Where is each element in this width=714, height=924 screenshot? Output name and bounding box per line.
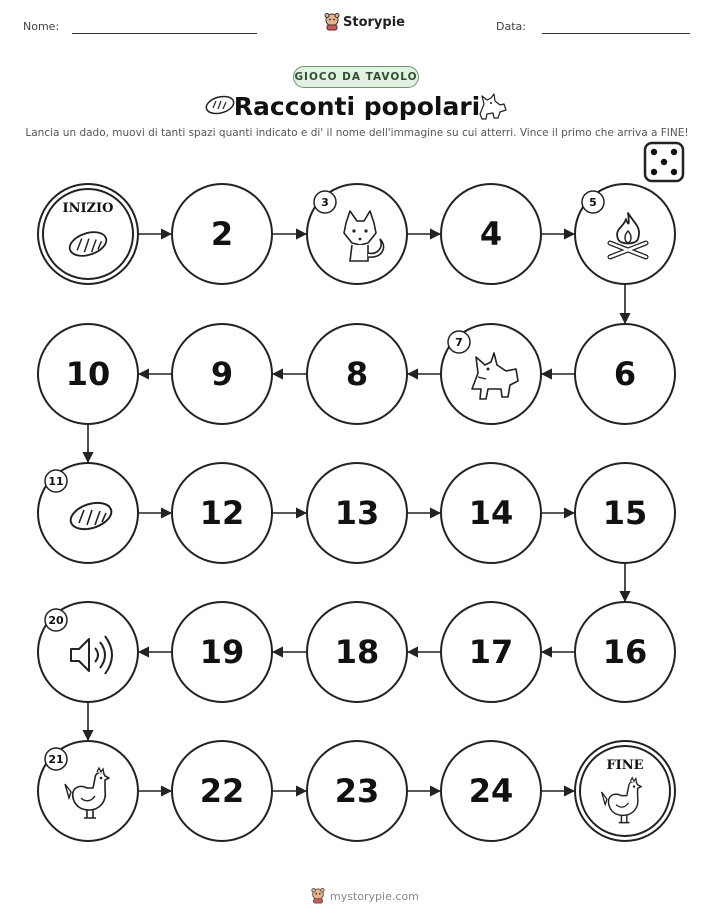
- board-space-23[interactable]: [307, 741, 407, 841]
- space-number: 24: [468, 772, 514, 810]
- space-number: 7: [455, 336, 463, 349]
- board-space-6[interactable]: [575, 324, 675, 424]
- footer-url: mystorypie.com: [330, 889, 419, 903]
- space-number: 10: [65, 355, 111, 393]
- board-space-16[interactable]: [575, 602, 675, 702]
- space-number: 5: [589, 196, 597, 209]
- space-number: 2: [210, 215, 234, 253]
- space-number: 17: [468, 633, 514, 671]
- space-label: INIZIO: [62, 201, 114, 216]
- space-number: 22: [199, 772, 245, 810]
- board-space-3[interactable]: [307, 184, 407, 284]
- space-number: 13: [334, 494, 380, 532]
- board-space-14[interactable]: [441, 463, 541, 563]
- board-space-13[interactable]: [307, 463, 407, 563]
- game-type-badge: GIOCO DA TAVOLO: [293, 66, 419, 88]
- space-circle: [575, 741, 675, 841]
- brand-name: Storypie: [343, 14, 405, 30]
- board-space-18[interactable]: [307, 602, 407, 702]
- board-space-start[interactable]: [38, 184, 138, 284]
- space-number: 9: [210, 355, 234, 393]
- space-number: 3: [321, 196, 329, 209]
- board-space-20[interactable]: [38, 602, 138, 702]
- board-space-9[interactable]: [172, 324, 272, 424]
- name-label: Nome:: [23, 20, 60, 33]
- space-number: 8: [345, 355, 369, 393]
- board-space-2[interactable]: [172, 184, 272, 284]
- space-number: 12: [199, 494, 245, 532]
- board-space-8[interactable]: [307, 324, 407, 424]
- board-space-22[interactable]: [172, 741, 272, 841]
- board-space-7[interactable]: [441, 324, 541, 424]
- board-cells: [38, 184, 675, 841]
- space-number: 4: [479, 215, 503, 253]
- space-number: 16: [602, 633, 648, 671]
- board-space-21[interactable]: [38, 741, 138, 841]
- board-space-12[interactable]: [172, 463, 272, 563]
- space-number: 11: [48, 475, 64, 488]
- space-number: 18: [334, 633, 380, 671]
- board-space-17[interactable]: [441, 602, 541, 702]
- space-number: 19: [199, 633, 245, 671]
- storypie-mascot-icon: [310, 888, 326, 904]
- instructions-text: Lancia un dado, muovi di tanti spazi quanti indicato e di' il nome dell'immagine su cui atterri. Vince il primo che arriva a FINE!: [25, 127, 689, 139]
- board-space-5[interactable]: [575, 184, 675, 284]
- space-number: 20: [48, 614, 64, 627]
- space-number: 23: [334, 772, 380, 810]
- page-title: Racconti popolari: [233, 92, 481, 121]
- board-space-15[interactable]: [575, 463, 675, 563]
- board-space-24[interactable]: [441, 741, 541, 841]
- space-number: 21: [48, 753, 64, 766]
- board-space-19[interactable]: [172, 602, 272, 702]
- footer: [310, 888, 419, 904]
- space-label: FINE: [606, 758, 644, 773]
- board-space-4[interactable]: [441, 184, 541, 284]
- space-number: 15: [602, 494, 648, 532]
- date-label: Data:: [496, 20, 526, 33]
- space-number: 6: [613, 355, 637, 393]
- board-space-11[interactable]: [38, 463, 138, 563]
- space-number: 14: [468, 494, 514, 532]
- board-space-10[interactable]: [38, 324, 138, 424]
- board-space-finish[interactable]: [575, 741, 675, 841]
